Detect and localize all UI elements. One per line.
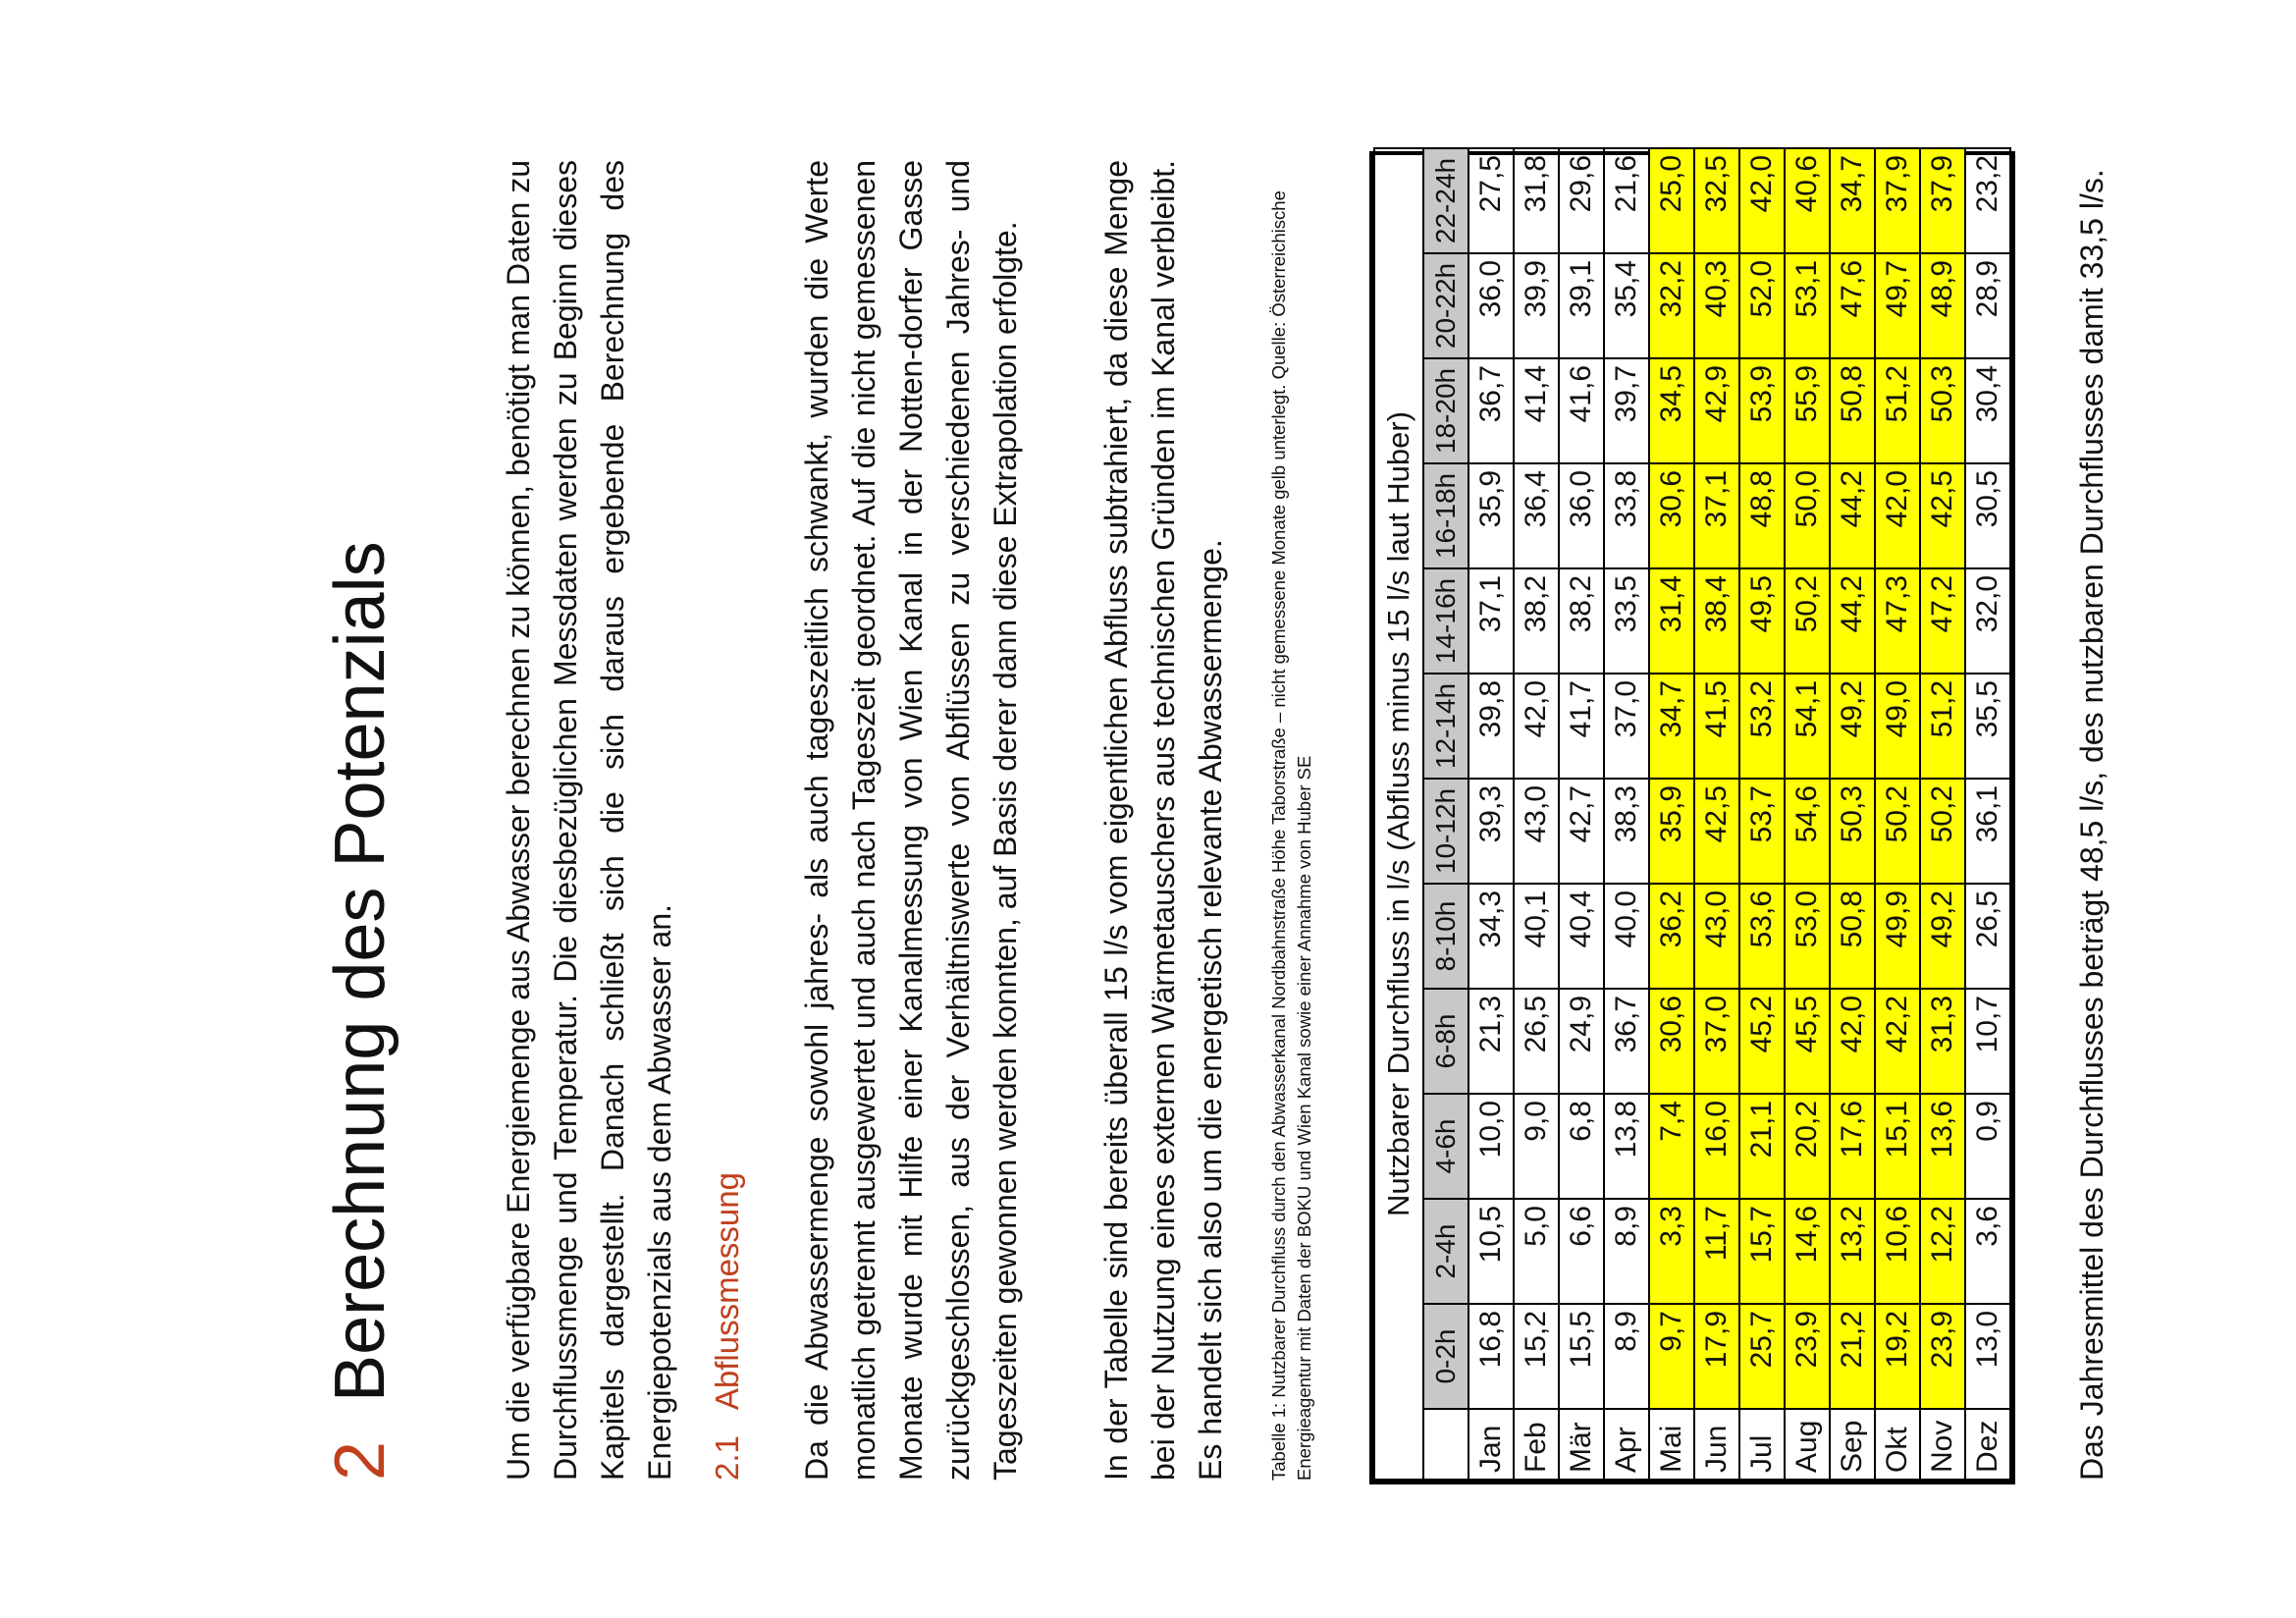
flow-value-cell: 38,2 (1514, 568, 1559, 674)
flow-value-cell: 50,2 (1875, 779, 1920, 884)
table-body (1468, 148, 2010, 1480)
flow-value-cell: 39,9 (1514, 253, 1559, 358)
column-header: 22-24h (1423, 148, 1468, 253)
flow-value-cell: 47,2 (1920, 568, 1965, 674)
chapter-heading (316, 541, 404, 1481)
flow-value-cell: 42,0 (1739, 148, 1785, 253)
flow-value-cell: 37,1 (1694, 463, 1739, 568)
flow-value-cell: 29,6 (1559, 148, 1604, 253)
column-header: 2-4h (1423, 1199, 1468, 1304)
flow-value-cell: 11,7 (1694, 1199, 1739, 1304)
flow-value-cell: 0,9 (1965, 1094, 2010, 1199)
flow-value-cell: 54,6 (1785, 779, 1830, 884)
flow-value-cell: 21,6 (1604, 148, 1649, 253)
flow-value-cell: 47,3 (1875, 568, 1920, 674)
flow-value-cell: 37,0 (1604, 674, 1649, 779)
flow-table (1373, 147, 2011, 1481)
flow-value-cell: 50,2 (1785, 568, 1830, 674)
flow-value-cell: 26,5 (1965, 884, 2010, 989)
flow-value-cell: 30,6 (1649, 463, 1694, 568)
flow-value-cell: 42,5 (1694, 779, 1739, 884)
flow-value-cell: 43,0 (1694, 884, 1739, 989)
flow-value-cell: 36,0 (1559, 463, 1604, 568)
chapter-number: 2 (321, 1440, 400, 1481)
flow-value-cell: 10,0 (1468, 1094, 1514, 1199)
flow-value-cell: 48,8 (1739, 463, 1785, 568)
flow-value-cell: 30,4 (1965, 358, 2010, 463)
flow-value-cell: 38,2 (1559, 568, 1604, 674)
flow-value-cell: 50,3 (1920, 358, 1965, 463)
flow-value-cell: 17,6 (1830, 1094, 1875, 1199)
month-label: Mai (1649, 1409, 1694, 1480)
flow-value-cell: 54,1 (1785, 674, 1830, 779)
flow-value-cell: 31,8 (1514, 148, 1559, 253)
flow-value-cell: 33,5 (1604, 568, 1649, 674)
flow-value-cell: 16,8 (1468, 1304, 1514, 1409)
month-label: Jun (1694, 1409, 1739, 1480)
flow-value-cell: 6,6 (1559, 1199, 1604, 1304)
table-row (1920, 148, 1965, 1480)
flow-value-cell: 17,9 (1694, 1304, 1739, 1409)
table-caption: Tabelle 1: Nutzbarer Durchfluss durch den Abwasserkanal Nordbahnstraße Höhe Taborstraße – nicht gemessene Monate gelb unterlegt. Quelle: Österreichische Energieagentur mit Daten der BOKU und Wien Kanal sowie einer Annahme von Huber SE (1268, 190, 1314, 1481)
flow-value-cell: 49,5 (1739, 568, 1785, 674)
flow-value-cell: 36,2 (1649, 884, 1694, 989)
flow-value-cell: 5,0 (1514, 1199, 1559, 1304)
flow-value-cell: 13,8 (1604, 1094, 1649, 1199)
month-label: Dez (1965, 1409, 2010, 1480)
table-row (1694, 148, 1739, 1480)
table-row (1830, 148, 1875, 1480)
month-label: Mär (1559, 1409, 1604, 1480)
column-header: 4-6h (1423, 1094, 1468, 1199)
table-title: Nutzbarer Durchfluss in l/s (Abfluss minus 15 l/s laut Huber) (1374, 148, 1423, 1480)
flow-value-cell: 43,0 (1514, 779, 1559, 884)
flow-value-cell: 32,5 (1694, 148, 1739, 253)
flow-value-cell: 55,9 (1785, 358, 1830, 463)
flow-value-cell: 47,6 (1830, 253, 1875, 358)
flow-value-cell: 21,1 (1739, 1094, 1785, 1199)
body-paragraph-subtraction-note: In der Tabelle sind bereits überall 15 l/s vom eigentlichen Abfluss subtrahiert, da diese Menge bei der Nutzung eines externen Wärmetauschers aus technischen Gründen im Kanal verbleibt. Es handelt sich also um die energetisch relevante Abwassermenge. (1098, 160, 1228, 1481)
flow-value-cell: 35,5 (1965, 674, 2010, 779)
column-header: 18-20h (1423, 358, 1468, 463)
flow-value-cell: 27,5 (1468, 148, 1514, 253)
table-row (1739, 148, 1785, 1480)
flow-value-cell: 48,9 (1920, 253, 1965, 358)
flow-value-cell: 39,7 (1604, 358, 1649, 463)
flow-value-cell: 45,5 (1785, 989, 1830, 1094)
flow-value-cell: 24,9 (1559, 989, 1604, 1094)
flow-value-cell: 38,4 (1694, 568, 1739, 674)
column-header: 20-22h (1423, 253, 1468, 358)
flow-value-cell: 41,5 (1694, 674, 1739, 779)
flow-value-cell: 33,8 (1604, 463, 1649, 568)
flow-value-cell: 41,4 (1514, 358, 1559, 463)
flow-value-cell: 39,1 (1559, 253, 1604, 358)
month-label: Nov (1920, 1409, 1965, 1480)
flow-value-cell: 50,2 (1920, 779, 1965, 884)
flow-value-cell: 15,7 (1739, 1199, 1785, 1304)
flow-value-cell: 31,4 (1649, 568, 1694, 674)
flow-value-cell: 23,9 (1920, 1304, 1965, 1409)
table-row (1965, 148, 2010, 1480)
flow-value-cell: 7,4 (1649, 1094, 1694, 1199)
flow-value-cell: 8,9 (1604, 1304, 1649, 1409)
table-row (1875, 148, 1920, 1480)
section-number: 2.1 (709, 1435, 745, 1481)
flow-value-cell: 32,2 (1649, 253, 1694, 358)
column-header: 6-8h (1423, 989, 1468, 1094)
flow-value-cell: 13,6 (1920, 1094, 1965, 1199)
flow-value-cell: 21,2 (1830, 1304, 1875, 1409)
month-label: Feb (1514, 1409, 1559, 1480)
flow-value-cell: 36,7 (1604, 989, 1649, 1094)
flow-value-cell: 53,1 (1785, 253, 1830, 358)
flow-value-cell: 44,2 (1830, 568, 1875, 674)
flow-value-cell: 30,6 (1649, 989, 1694, 1094)
flow-value-cell: 45,2 (1739, 989, 1785, 1094)
flow-value-cell: 9,7 (1649, 1304, 1694, 1409)
flow-value-cell: 10,5 (1468, 1199, 1514, 1304)
flow-value-cell: 50,8 (1830, 884, 1875, 989)
flow-value-cell: 40,6 (1785, 148, 1830, 253)
flow-value-cell: 19,2 (1875, 1304, 1920, 1409)
flow-value-cell: 37,0 (1694, 989, 1739, 1094)
flow-table-container (1369, 151, 2015, 1484)
table-row (1785, 148, 1830, 1480)
flow-value-cell: 42,0 (1514, 674, 1559, 779)
body-paragraph-seasonal-flow: Da die Abwassermenge sowohl jahres- als auch tageszeitlich schwankt, wurden die Werte monatlich getrennt ausgewertet und auch nach Tageszeit geordnet. Auf die nicht gemessenen Monate wurde mit Hilfe einer Kanalmessung von Wien Kanal in der Notten-dorfer Gasse zurückgeschlossen, aus der Verhältniswerte von Abflüssen zu verschiedenen Jahres- und Tageszeiten gewonnen werden konnten, auf Basis derer dann diese Extrapolation erfolgte. (799, 160, 1023, 1481)
flow-value-cell: 53,6 (1739, 884, 1785, 989)
flow-value-cell: 20,2 (1785, 1094, 1830, 1199)
flow-value-cell: 9,0 (1514, 1094, 1559, 1199)
column-header: 0-2h (1423, 1304, 1468, 1409)
flow-value-cell: 35,4 (1604, 253, 1649, 358)
table-row (1649, 148, 1694, 1480)
flow-value-cell: 49,7 (1875, 253, 1920, 358)
column-header: 10-12h (1423, 779, 1468, 884)
flow-value-cell: 34,7 (1830, 148, 1875, 253)
flow-value-cell: 50,3 (1830, 779, 1875, 884)
flow-value-cell: 49,2 (1920, 884, 1965, 989)
flow-value-cell: 41,7 (1559, 674, 1604, 779)
flow-value-cell: 32,0 (1965, 568, 2010, 674)
flow-value-cell: 40,3 (1694, 253, 1739, 358)
flow-value-cell: 21,3 (1468, 989, 1514, 1094)
table-row (1604, 148, 1649, 1480)
flow-value-cell: 37,9 (1920, 148, 1965, 253)
flow-value-cell: 26,5 (1514, 989, 1559, 1094)
flow-value-cell: 42,2 (1875, 989, 1920, 1094)
flow-value-cell: 12,2 (1920, 1199, 1965, 1304)
intro-paragraph: Um die verfügbare Energiemenge aus Abwasser berechnen zu können, benötigt man Daten zu Durchflussmenge und Temperatur. Die diesbezüglichen Messdaten werden zu Beginn dieses Kapitels dargestellt. Danach schließt sich die sich daraus ergebende Berechnung des Energiepotenzials aus dem Abwasser an. (501, 160, 677, 1481)
flow-value-cell: 23,9 (1785, 1304, 1830, 1409)
table-row (1514, 148, 1559, 1480)
month-label: Sep (1830, 1409, 1875, 1480)
flow-value-cell: 53,7 (1739, 779, 1785, 884)
flow-value-cell: 14,6 (1785, 1199, 1830, 1304)
flow-value-cell: 6,8 (1559, 1094, 1604, 1199)
flow-value-cell: 52,0 (1739, 253, 1785, 358)
flow-value-cell: 49,2 (1830, 674, 1875, 779)
flow-value-cell: 39,3 (1468, 779, 1514, 884)
flow-value-cell: 37,1 (1468, 568, 1514, 674)
flow-value-cell: 28,9 (1965, 253, 2010, 358)
flow-value-cell: 35,9 (1649, 779, 1694, 884)
flow-value-cell: 10,6 (1875, 1199, 1920, 1304)
flow-value-cell: 50,0 (1785, 463, 1830, 568)
flow-value-cell: 42,5 (1920, 463, 1965, 568)
month-label: Jul (1739, 1409, 1785, 1480)
flow-value-cell: 3,6 (1965, 1199, 2010, 1304)
flow-value-cell: 10,7 (1965, 989, 2010, 1094)
flow-value-cell: 36,1 (1965, 779, 2010, 884)
annual-mean-note: Das Jahresmittel des Durchflusses beträgt 48,5 l/s, des nutzbaren Durchflusses damit 33,5 l/s. (2074, 169, 2109, 1481)
flow-value-cell: 49,9 (1875, 884, 1920, 989)
flow-value-cell: 34,3 (1468, 884, 1514, 989)
column-header: 8-10h (1423, 884, 1468, 989)
flow-value-cell: 31,3 (1920, 989, 1965, 1094)
column-header: 12-14h (1423, 674, 1468, 779)
table-row (1559, 148, 1604, 1480)
flow-value-cell: 44,2 (1830, 463, 1875, 568)
month-label: Apr (1604, 1409, 1649, 1480)
flow-value-cell: 53,0 (1785, 884, 1830, 989)
chapter-title: Berechnung des Potenzials (321, 541, 400, 1402)
flow-value-cell: 15,2 (1514, 1304, 1559, 1409)
table-header-row (1423, 148, 1468, 1480)
flow-value-cell: 42,7 (1559, 779, 1604, 884)
section-title: Abflussmessung (709, 1172, 745, 1411)
flow-value-cell: 15,1 (1875, 1094, 1920, 1199)
flow-value-cell: 51,2 (1920, 674, 1965, 779)
flow-value-cell: 25,0 (1649, 148, 1694, 253)
flow-value-cell: 53,9 (1739, 358, 1785, 463)
flow-value-cell: 23,2 (1965, 148, 2010, 253)
flow-value-cell: 30,5 (1965, 463, 2010, 568)
flow-value-cell: 3,3 (1649, 1199, 1694, 1304)
table-corner-cell (1423, 1409, 1468, 1480)
flow-value-cell: 34,5 (1649, 358, 1694, 463)
month-label: Aug (1785, 1409, 1830, 1480)
flow-value-cell: 38,3 (1604, 779, 1649, 884)
flow-value-cell: 36,7 (1468, 358, 1514, 463)
flow-value-cell: 13,2 (1830, 1199, 1875, 1304)
flow-value-cell: 37,9 (1875, 148, 1920, 253)
flow-value-cell: 50,8 (1830, 358, 1875, 463)
flow-value-cell: 42,0 (1875, 463, 1920, 568)
flow-value-cell: 16,0 (1694, 1094, 1739, 1199)
month-label: Okt (1875, 1409, 1920, 1480)
flow-value-cell: 34,7 (1649, 674, 1694, 779)
flow-value-cell: 39,8 (1468, 674, 1514, 779)
flow-value-cell: 51,2 (1875, 358, 1920, 463)
flow-value-cell: 8,9 (1604, 1199, 1649, 1304)
flow-value-cell: 25,7 (1739, 1304, 1785, 1409)
flow-value-cell: 15,5 (1559, 1304, 1604, 1409)
month-label: Jan (1468, 1409, 1514, 1480)
flow-value-cell: 36,0 (1468, 253, 1514, 358)
section-heading (709, 1172, 746, 1481)
table-row (1468, 148, 1514, 1480)
column-header: 14-16h (1423, 568, 1468, 674)
flow-value-cell: 40,0 (1604, 884, 1649, 989)
flow-value-cell: 13,0 (1965, 1304, 2010, 1409)
flow-value-cell: 41,6 (1559, 358, 1604, 463)
flow-value-cell: 36,4 (1514, 463, 1559, 568)
flow-value-cell: 53,2 (1739, 674, 1785, 779)
flow-value-cell: 42,0 (1830, 989, 1875, 1094)
column-header: 16-18h (1423, 463, 1468, 568)
flow-value-cell: 35,9 (1468, 463, 1514, 568)
flow-value-cell: 40,4 (1559, 884, 1604, 989)
flow-value-cell: 49,0 (1875, 674, 1920, 779)
flow-value-cell: 42,9 (1694, 358, 1739, 463)
flow-value-cell: 40,1 (1514, 884, 1559, 989)
